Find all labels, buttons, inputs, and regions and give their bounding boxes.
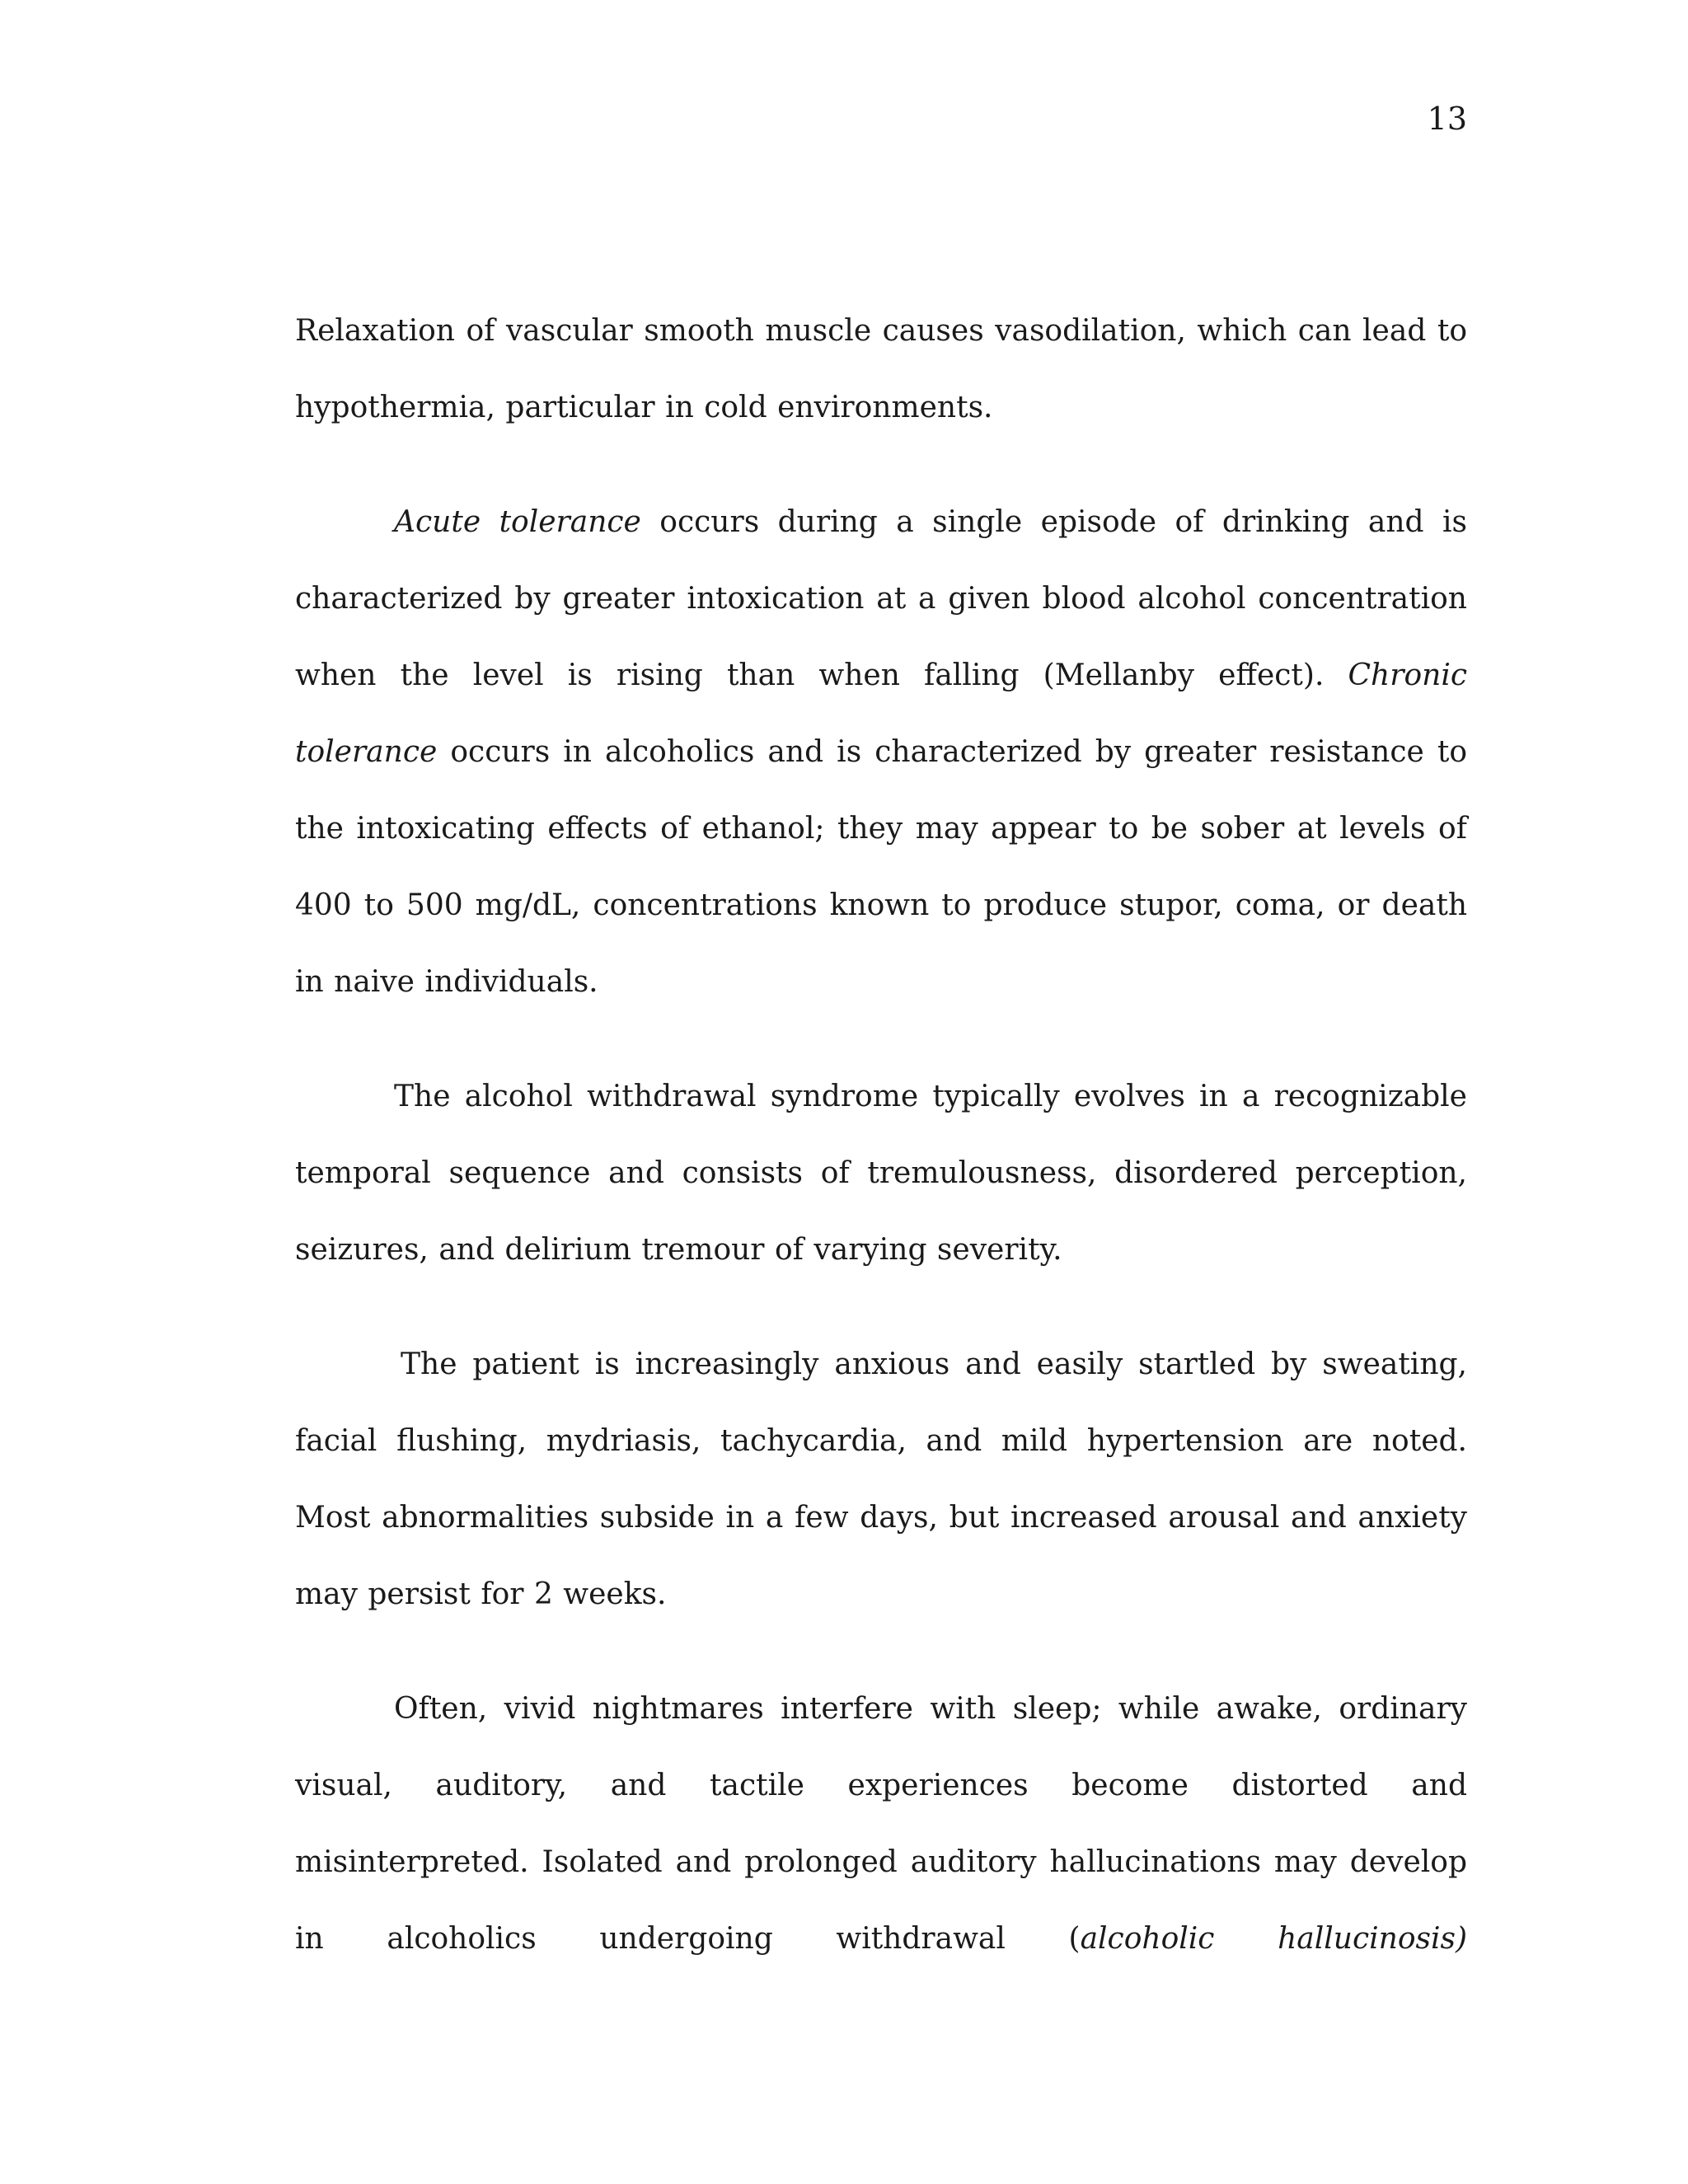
paragraph-text: Often, vivid nightmares interfere with sleep; while awake, ordinary visual, auditory, and tactile experiences become distorted and misinterpreted. Isolated and prolonged auditory hallucinations may develop in alcoholics undergoing withdrawal ( — [295, 1692, 1467, 1956]
term-chronic-tolerance: Chronic tolerance — [295, 658, 1467, 769]
page-number: 13 — [1427, 101, 1467, 137]
body-text — [295, 293, 1467, 1977]
paragraph-text: occurs in alcoholics and is characterized by greater resistance to the intoxicating effects of ethanol; they may appear to be sober at levels of 400 to 500 mg/dL, concentrations known to produce stupor, coma, or death in naive individuals. — [295, 735, 1467, 999]
paragraph-text: Relaxation of vascular smooth muscle causes vasodilation, which can lead to hypothermia, particular in cold environments. — [295, 314, 1467, 424]
paragraph-withdrawal-syndrome — [295, 1058, 1467, 1288]
paragraph-tolerance — [295, 484, 1467, 1020]
term-alcoholic-hallucinosis: alcoholic hallucinosis) — [1080, 1922, 1467, 1956]
term-acute-tolerance: Acute tolerance — [394, 505, 641, 539]
paragraph-text: occurs during a single episode of drinking and is characterized by greater intoxication at a given blood alcohol concentration when the level is rising than when falling (Mellanby effect). — [295, 505, 1468, 692]
paragraph-vasodilation — [295, 293, 1467, 446]
paragraph-patient-anxiety — [295, 1326, 1467, 1633]
paragraph-text: The alcohol withdrawal syndrome typically evolves in a recognizable temporal sequence and consists of tremulousness, disordered perception, seizures, and delirium tremour of varying severity. — [295, 1080, 1467, 1267]
paragraph-text: The patient is increasingly anxious and easily startled by sweating, facial flushing, mydriasis, tachycardia, and mild hypertension are noted. Most abnormalities subside in a few days, but increased arousal and anxiety may persist for 2 weeks. — [295, 1347, 1467, 1611]
paragraph-hallucinations — [295, 1671, 1467, 1977]
